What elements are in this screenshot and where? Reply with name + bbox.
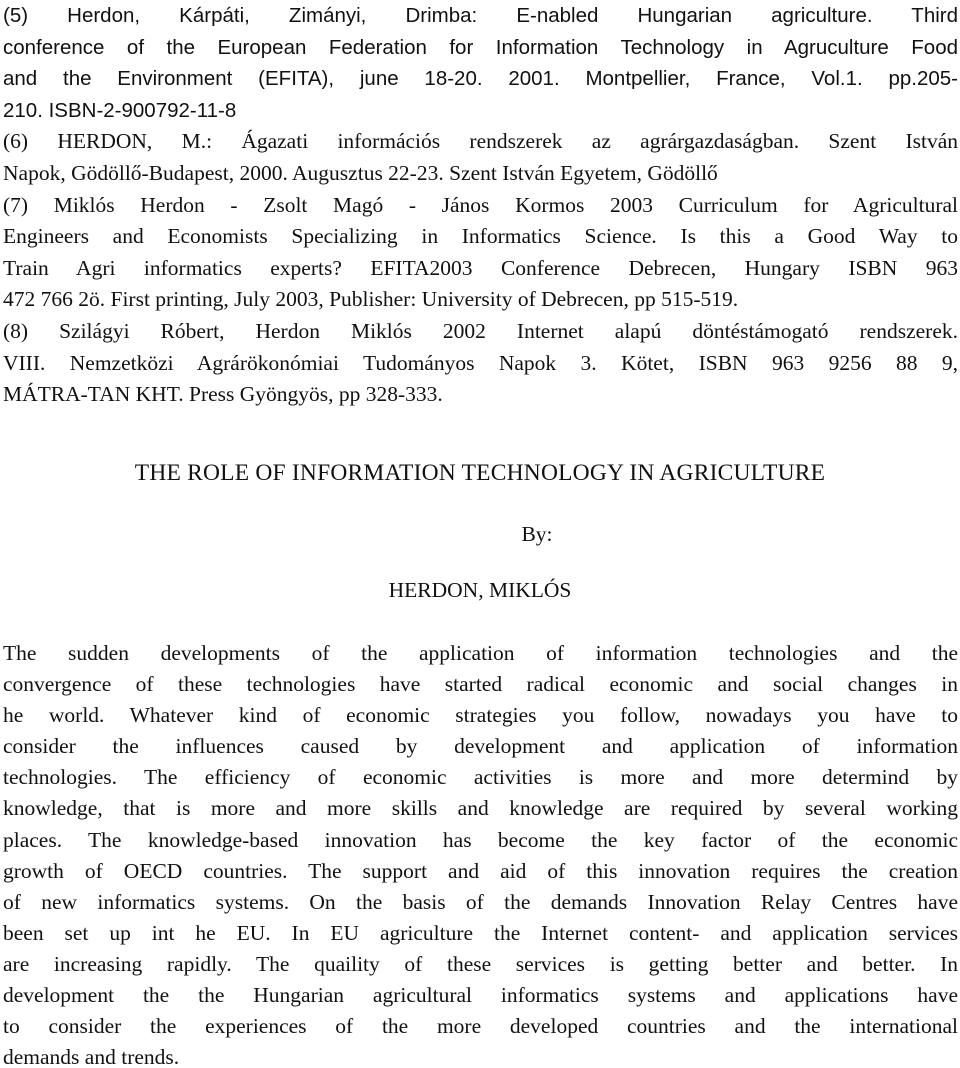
reference-line: conference of the European Federation for Information Technology in Agruculture Food: [3, 35, 958, 59]
body-line: demands and trends.: [3, 1045, 180, 1068]
reference-line: Engineers and Economists Specializing in Informatics Science. Is this a Good Way to: [3, 224, 958, 249]
by-label: By:: [521, 522, 553, 546]
body-line: knowledge, that is more and more skills and knowledge are required by several working: [3, 796, 958, 821]
reference-line: and the Environment (EFITA), june 18-20. 2001. Montpellier, France, Vol.1. pp.205-: [3, 67, 958, 91]
reference-line: (7) Miklós Herdon - Zsolt Magó - János Kormos 2003 Curriculum for Agricultural: [3, 192, 958, 217]
reference-line: VIII. Nemzetközi Agrárökonómiai Tudományos Napok 3. Kötet, ISBN 963 9256 88 9,: [3, 350, 958, 375]
reference-line: MÁTRA-TAN KHT. Press Gyöngyös, pp 328-333.: [3, 382, 443, 407]
body-line: The sudden developments of the application of information technologies and the: [3, 641, 958, 665]
article-title: THE ROLE OF INFORMATION TECHNOLOGY IN AGRICULTURE: [134, 460, 826, 486]
body-line: of new informatics systems. On the basis of the demands Innovation Relay Centres have: [3, 889, 958, 914]
body-line: development the the Hungarian agricultural informatics systems and applications have: [3, 983, 958, 1008]
body-line: to consider the experiences of the more developed countries and the international: [3, 1014, 958, 1039]
reference-line: (5) Herdon, Kárpáti, Zimányi, Drimba: E-nabled Hungarian agriculture. Third: [3, 4, 958, 27]
reference-list: [3, 0, 958, 411]
body-line: technologies. The efficiency of economic activities is more and more determind by: [3, 765, 958, 790]
body-line: places. The knowledge-based innovation has become the key factor of the economic: [3, 827, 958, 852]
body-line: consider the influences caused by development and application of information: [3, 734, 958, 759]
reference-line: 472 766 2ö. First printing, July 2003, Publisher: University of Debrecen, pp 515-519.: [3, 287, 739, 312]
article-body: [3, 638, 958, 1068]
body-line: are increasing rapidly. The quaility of these services is getting better and better. In: [3, 951, 958, 976]
body-line: been set up int he EU. In EU agriculture the Internet content- and application services: [3, 920, 958, 945]
reference-line: (8) Szilágyi Róbert, Herdon Miklós 2002 Internet alapú döntéstámogató rendszerek.: [3, 318, 958, 343]
body-line: growth of OECD countries. The support and aid of this innovation requires the creation: [3, 858, 958, 883]
reference-line: Train Agri informatics experts? EFITA2003 Conference Debrecen, Hungary ISBN 963: [3, 255, 958, 280]
reference-line: Napok, Gödöllő-Budapest, 2000. Augusztus 22-23. Szent István Egyetem, Gödöllő: [3, 160, 718, 185]
body-line: convergence of these technologies have started radical economic and social changes in: [3, 672, 958, 697]
article-author: HERDON, MIKLÓS: [388, 578, 572, 602]
reference-line: (6) HERDON, M.: Ágazati információs rendszerek az agrárgazdaságban. Szent István: [3, 129, 958, 154]
body-line: he world. Whatever kind of economic strategies you follow, nowadays you have to: [3, 703, 958, 728]
reference-line: 210. ISBN-2-900792-11-8: [3, 98, 237, 122]
